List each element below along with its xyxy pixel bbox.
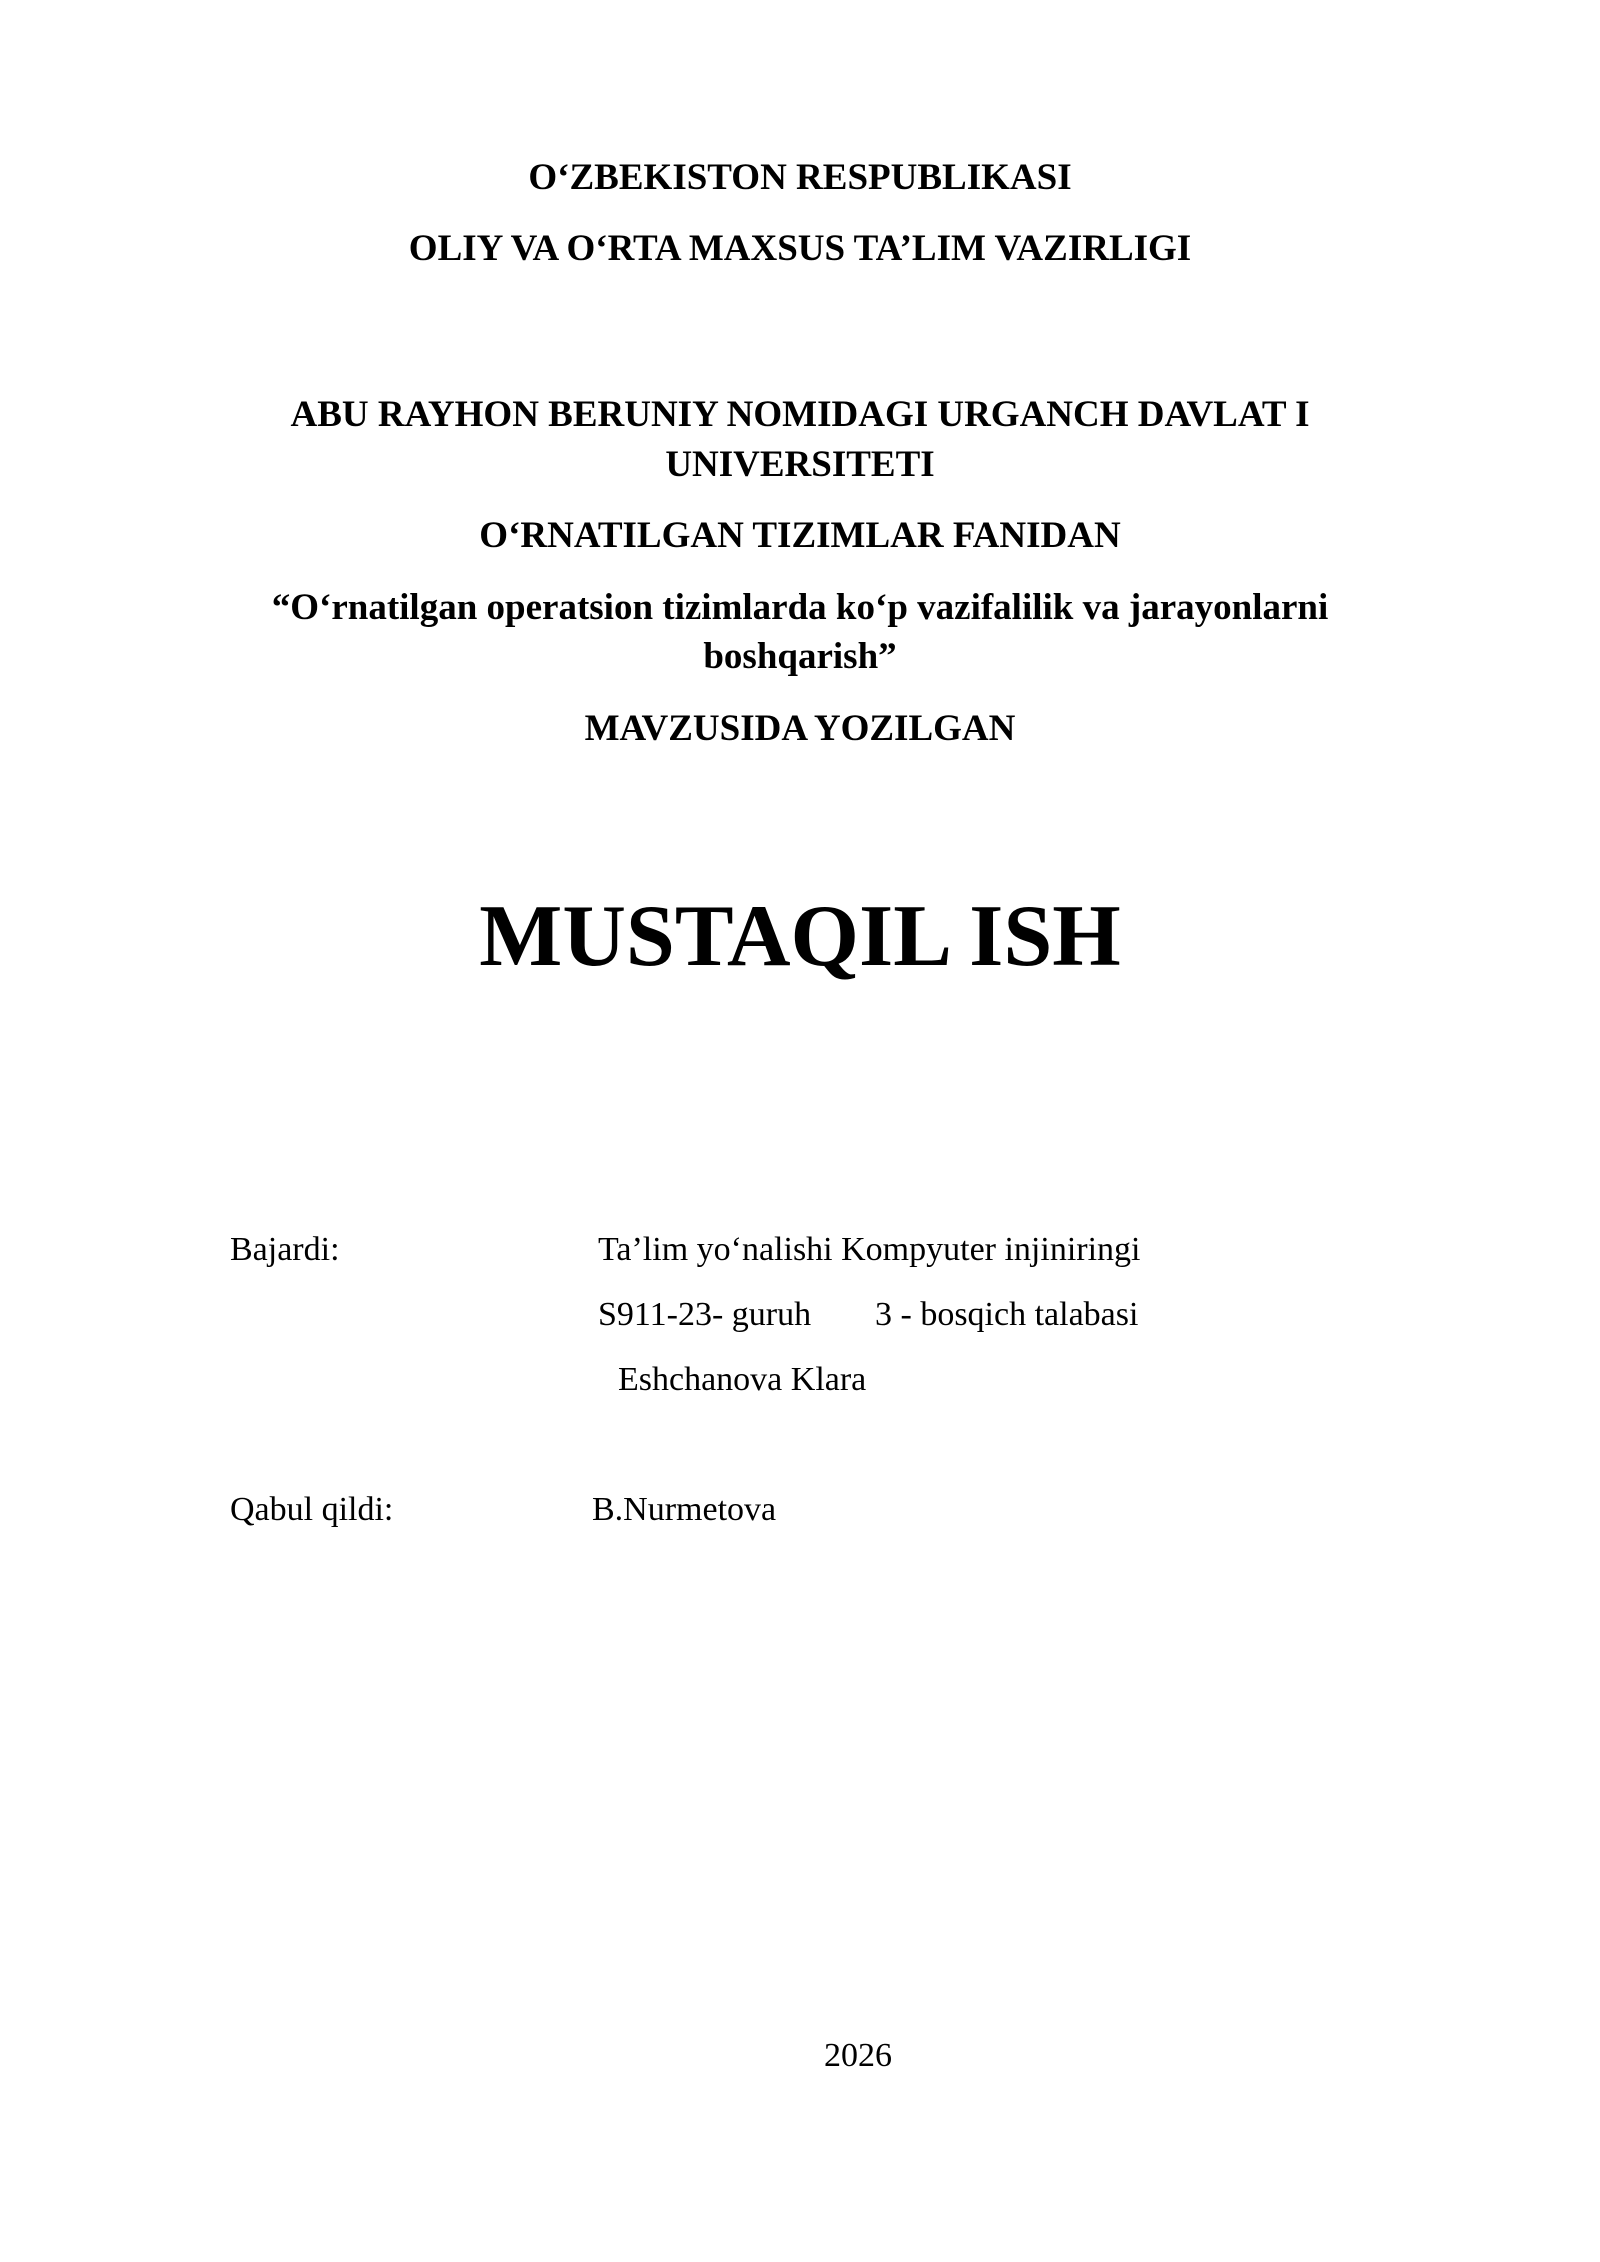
teacher-name: B.Nurmetova <box>592 1491 777 1528</box>
ministry-heading: OLIY VA O‘RTA MAXSUS TA’LIM VAZIRLIGI <box>408 228 1192 269</box>
university-name-line1: ABU RAYHON BERUNIY NOMIDAGI URGANCH DAVLAT I <box>290 394 1310 435</box>
republic-heading: O‘ZBEKISTON RESPUBLIKASI <box>528 157 1072 198</box>
topic-line2: boshqarish” <box>703 636 897 677</box>
university-name-line2: UNIVERSITETI <box>665 444 935 485</box>
document-title: MUSTAQIL ISH <box>479 888 1121 985</box>
student-name: Eshchanova Klara <box>618 1361 867 1398</box>
topic-line1: “O‘rnatilgan operatsion tizimlarda ko‘p vazifalilik va jarayonlarni <box>271 587 1329 628</box>
year-text: 2026 <box>824 2037 892 2074</box>
stage-text: 3 - bosqich talabasi <box>875 1296 1139 1333</box>
performed-label: Bajardi: <box>230 1231 340 1268</box>
direction-text: Ta’lim yo‘nalishi Kompyuter injiniringi <box>598 1231 1141 1268</box>
group-text: S911-23- guruh <box>598 1296 812 1333</box>
topic-suffix: MAVZUSIDA YOZILGAN <box>584 708 1016 749</box>
subject-heading: O‘RNATILGAN TIZIMLAR FANIDAN <box>479 515 1121 556</box>
accepted-label: Qabul qildi: <box>230 1491 394 1528</box>
